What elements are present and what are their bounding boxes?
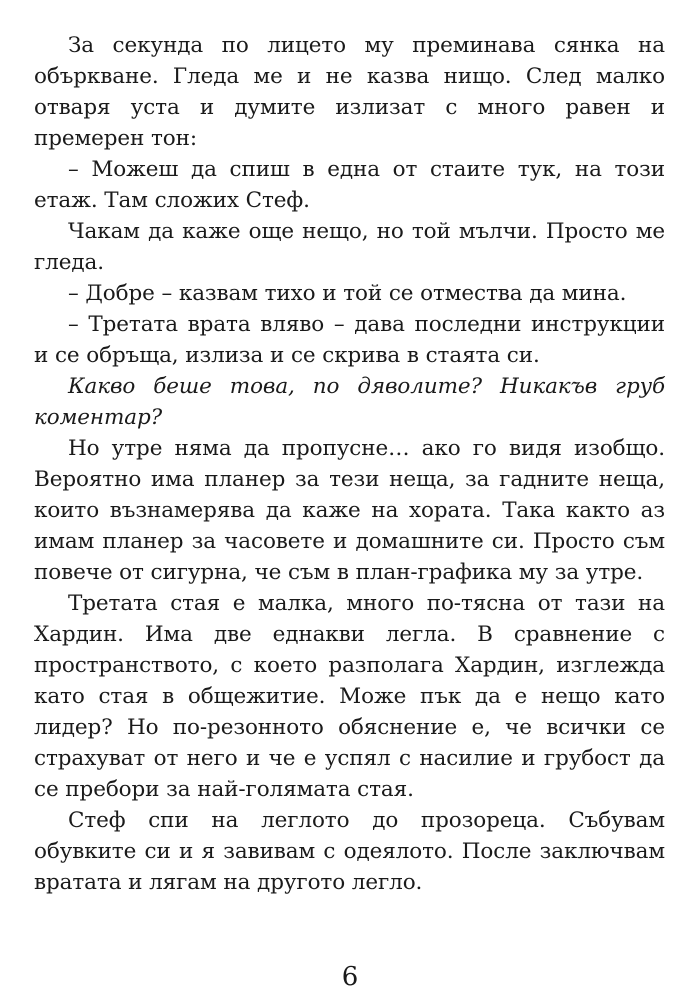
- paragraph: Третата стая е малка, много по-тясна от тази на Хардин. Има две еднакви легла. В сравнение с пространството, с което разполага Хардин, изглежда като стая в общежитие. Може пък да е нещо като лидер? Но по-резонното обяснение е, че всички се страхуват от него и че е успял с насилие и грубост да се пребори за най-голямата стая.: [34, 591, 665, 802]
- paragraph-italic: Какво беше това, по дяволите? Никакъв груб коментар?: [34, 374, 665, 430]
- page-number: 6: [341, 962, 359, 992]
- paragraph: Чакам да каже още нещо, но той мълчи. Просто ме гледа.: [34, 219, 665, 275]
- paragraph: Но утре няма да пропусне… ако го видя изобщо. Вероятно има планер за тези неща, за гадните неща, които възнамерява да каже на хората. Така както аз имам планер за часовете и домашните си. Просто съм повече от сигурна, че съм в план-графика му за утре.: [34, 436, 665, 585]
- body-text: [34, 30, 665, 898]
- paragraph: Стеф спи на леглото до прозореца. Събувам обувките си и я завивам с одеялото. После заключвам вратата и лягам на другото легло.: [34, 808, 665, 895]
- paragraph: За секунда по лицето му преминава сянка на объркване. Гледа ме и не казва нищо. След малко отваря уста и думите излизат с много равен и премерен тон:: [34, 33, 665, 151]
- paragraph: – Можеш да спиш в една от стаите тук, на този етаж. Там сложих Стеф.: [34, 157, 665, 213]
- paragraph: – Добре – казвам тихо и той се отмества да мина.: [68, 281, 627, 306]
- paragraph: – Третата врата вляво – дава последни инструкции и се обръща, излиза и се скрива в стаята си.: [34, 312, 665, 368]
